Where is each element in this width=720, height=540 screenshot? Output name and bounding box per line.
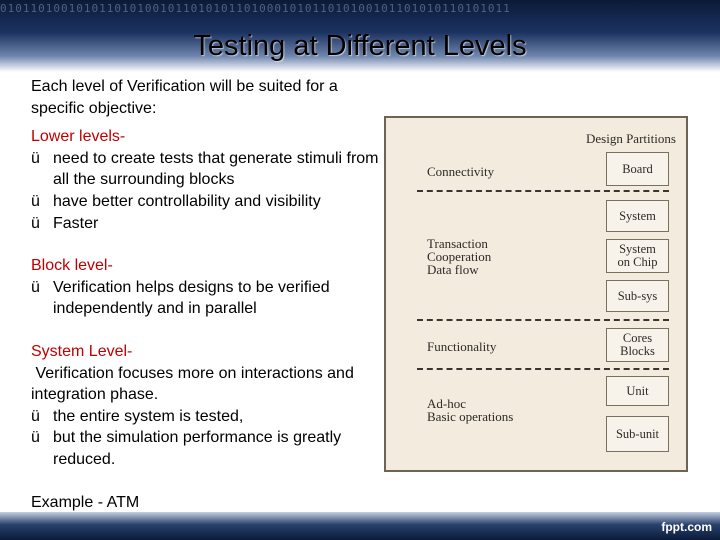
binary-pattern: 0101101001010110101001011010101101000101011010100101101010110101011 bbox=[0, 2, 511, 15]
system-item-1: ü the entire system is tested, bbox=[31, 406, 386, 428]
partition-divider bbox=[417, 368, 669, 370]
box-cores-blocks: Cores Blocks bbox=[606, 328, 669, 362]
design-partitions-diagram bbox=[384, 116, 688, 472]
lower-item-2: ü have better controllability and visibility bbox=[31, 191, 386, 213]
fppt-logo: fppt.com bbox=[661, 520, 712, 534]
label-connectivity: Connectivity bbox=[427, 164, 495, 179]
lower-item-3: ü Faster bbox=[31, 213, 386, 235]
check-icon: ü bbox=[31, 429, 40, 447]
slide-content bbox=[31, 76, 386, 513]
lower-item-1: ü need to create tests that generate stimuli from all the surrounding blocks bbox=[31, 149, 379, 189]
label-data-flow: Data flow bbox=[427, 262, 479, 277]
label-cooperation: Cooperation bbox=[427, 249, 492, 264]
box-unit: Unit bbox=[606, 376, 669, 406]
system-item-2: ü but the simulation performance is greatly reduced. bbox=[31, 429, 342, 468]
system-level-text: Verification focuses more on interactions and integration phase. bbox=[31, 364, 359, 404]
label-basic-operations: Basic operations bbox=[427, 409, 514, 424]
block-item-1: ü Verification helps designs to be verified independently and in parallel bbox=[31, 278, 330, 318]
slide-title: Testing at Different Levels bbox=[193, 30, 527, 62]
check-icon: ü bbox=[31, 149, 40, 167]
check-icon: ü bbox=[31, 192, 40, 210]
partition-divider bbox=[417, 190, 669, 192]
box-board: Board bbox=[606, 152, 669, 186]
footer-banner bbox=[0, 512, 720, 540]
box-system-on-chip: System on Chip bbox=[606, 239, 669, 273]
label-ad-hoc: Ad-hoc bbox=[427, 396, 466, 411]
label-functionality: Functionality bbox=[427, 339, 497, 354]
diagram-header: Design Partitions bbox=[586, 131, 676, 146]
partition-divider bbox=[417, 319, 669, 321]
box-system: System bbox=[606, 200, 669, 232]
block-level-heading: Block level- bbox=[31, 257, 113, 275]
check-icon: ü bbox=[31, 214, 40, 232]
system-level-heading: System Level- bbox=[31, 342, 133, 360]
box-sub-sys: Sub-sys bbox=[606, 280, 669, 312]
intro-text: Each level of Verification will be suited for a specific objective: bbox=[31, 78, 338, 117]
box-sub-unit: Sub-unit bbox=[606, 416, 669, 452]
check-icon: ü bbox=[31, 278, 40, 296]
lower-levels-heading: Lower levels- bbox=[31, 128, 126, 146]
example-text: Example - ATM bbox=[31, 493, 140, 511]
check-icon: ü bbox=[31, 407, 40, 425]
label-transaction: Transaction bbox=[427, 236, 488, 251]
